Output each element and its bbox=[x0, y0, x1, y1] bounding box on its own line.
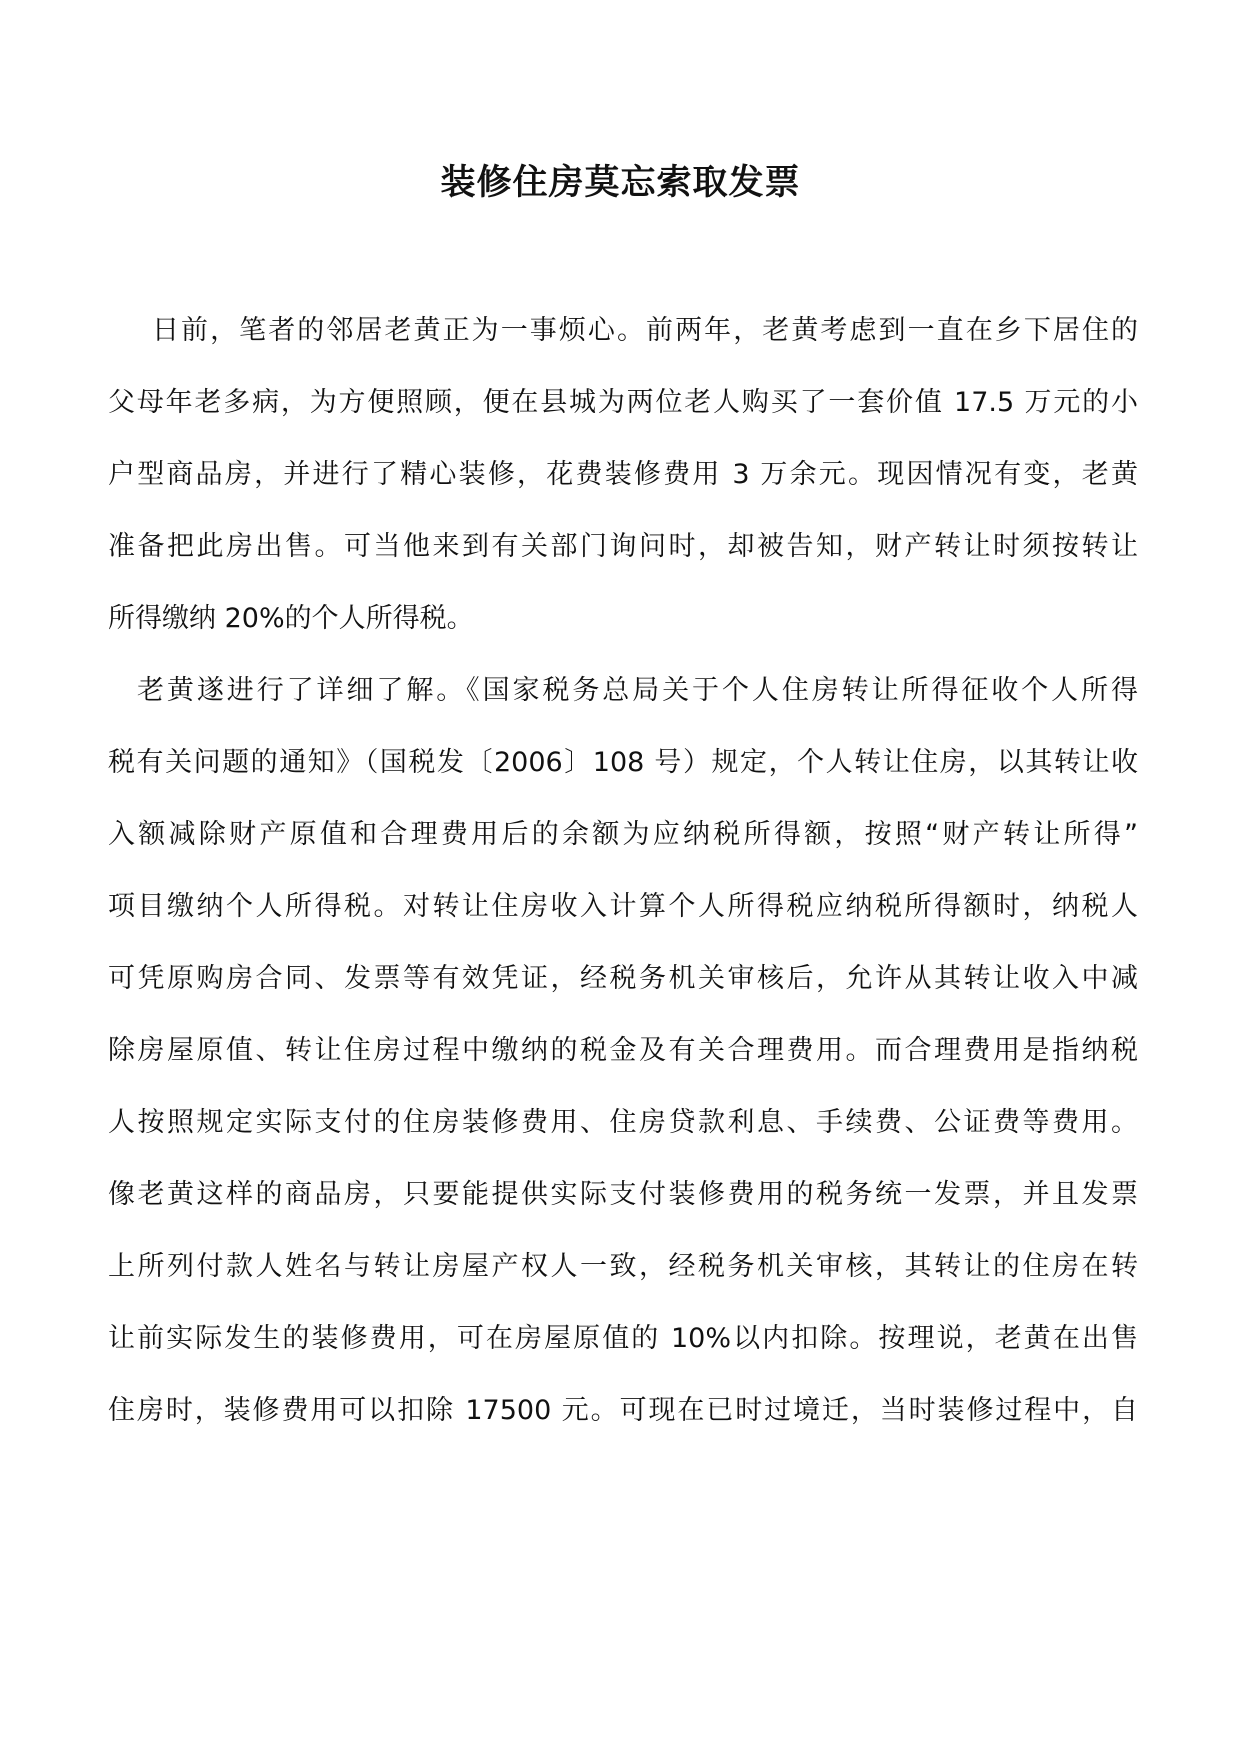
paragraph-2-line-9: 上所列付款人姓名与转让房屋产权人一致，经税务机关审核，其转让的住房在转 bbox=[108, 1251, 1138, 1282]
document-title: 装修住房莫忘索取发票 bbox=[440, 162, 801, 203]
paragraph-1-line-4: 准备把此房出售。可当他来到有关部门询问时，却被告知，财产转让时须按转让 bbox=[108, 531, 1138, 562]
paragraph-2-line-11: 住房时，装修费用可以扣除 17500 元。可现在已时过境迁，当时装修过程中，自 bbox=[108, 1395, 1138, 1426]
paragraph-2-line-2: 税有关问题的通知》（国税发〔2006〕108 号）规定，个人转让住房，以其转让收 bbox=[108, 747, 1138, 778]
paragraph-2-line-7: 人按照规定实际支付的住房装修费用、住房贷款利息、手续费、公证费等费用。 bbox=[108, 1107, 1138, 1138]
paragraph-2-line-8: 像老黄这样的商品房，只要能提供实际支付装修费用的税务统一发票，并且发票 bbox=[108, 1179, 1138, 1210]
paragraph-1-line-5: 所得缴纳 20%的个人所得税。 bbox=[108, 603, 474, 634]
paragraph-1-line-2: 父母年老多病，为方便照顾，便在县城为两位老人购买了一套价值 17.5 万元的小 bbox=[108, 387, 1138, 418]
paragraph-2-line-5: 可凭原购房合同、发票等有效凭证，经税务机关审核后，允许从其转让收入中减 bbox=[108, 963, 1138, 994]
paragraph-2-line-4: 项目缴纳个人所得税。对转让住房收入计算个人所得税应纳税所得额时，纳税人 bbox=[108, 891, 1138, 922]
paragraph-2-line-3: 入额减除财产原值和合理费用后的余额为应纳税所得额，按照“财产转让所得” bbox=[108, 819, 1138, 850]
paragraph-1-line-3: 户型商品房，并进行了精心装修，花费装修费用 3 万余元。现因情况有变，老黄 bbox=[108, 459, 1138, 490]
paragraph-2-line-6: 除房屋原值、转让住房过程中缴纳的税金及有关合理费用。而合理费用是指纳税 bbox=[108, 1035, 1138, 1066]
paragraph-2-line-10: 让前实际发生的装修费用，可在房屋原值的 10%以内扣除。按理说，老黄在出售 bbox=[108, 1323, 1138, 1354]
paragraph-1-line-1: 日前，笔者的邻居老黄正为一事烦心。前两年，老黄考虑到一直在乡下居住的 bbox=[152, 315, 1138, 346]
paragraph-2-line-1: 老黄遂进行了详细了解。《国家税务总局关于个人住房转让所得征收个人所得 bbox=[137, 675, 1138, 706]
